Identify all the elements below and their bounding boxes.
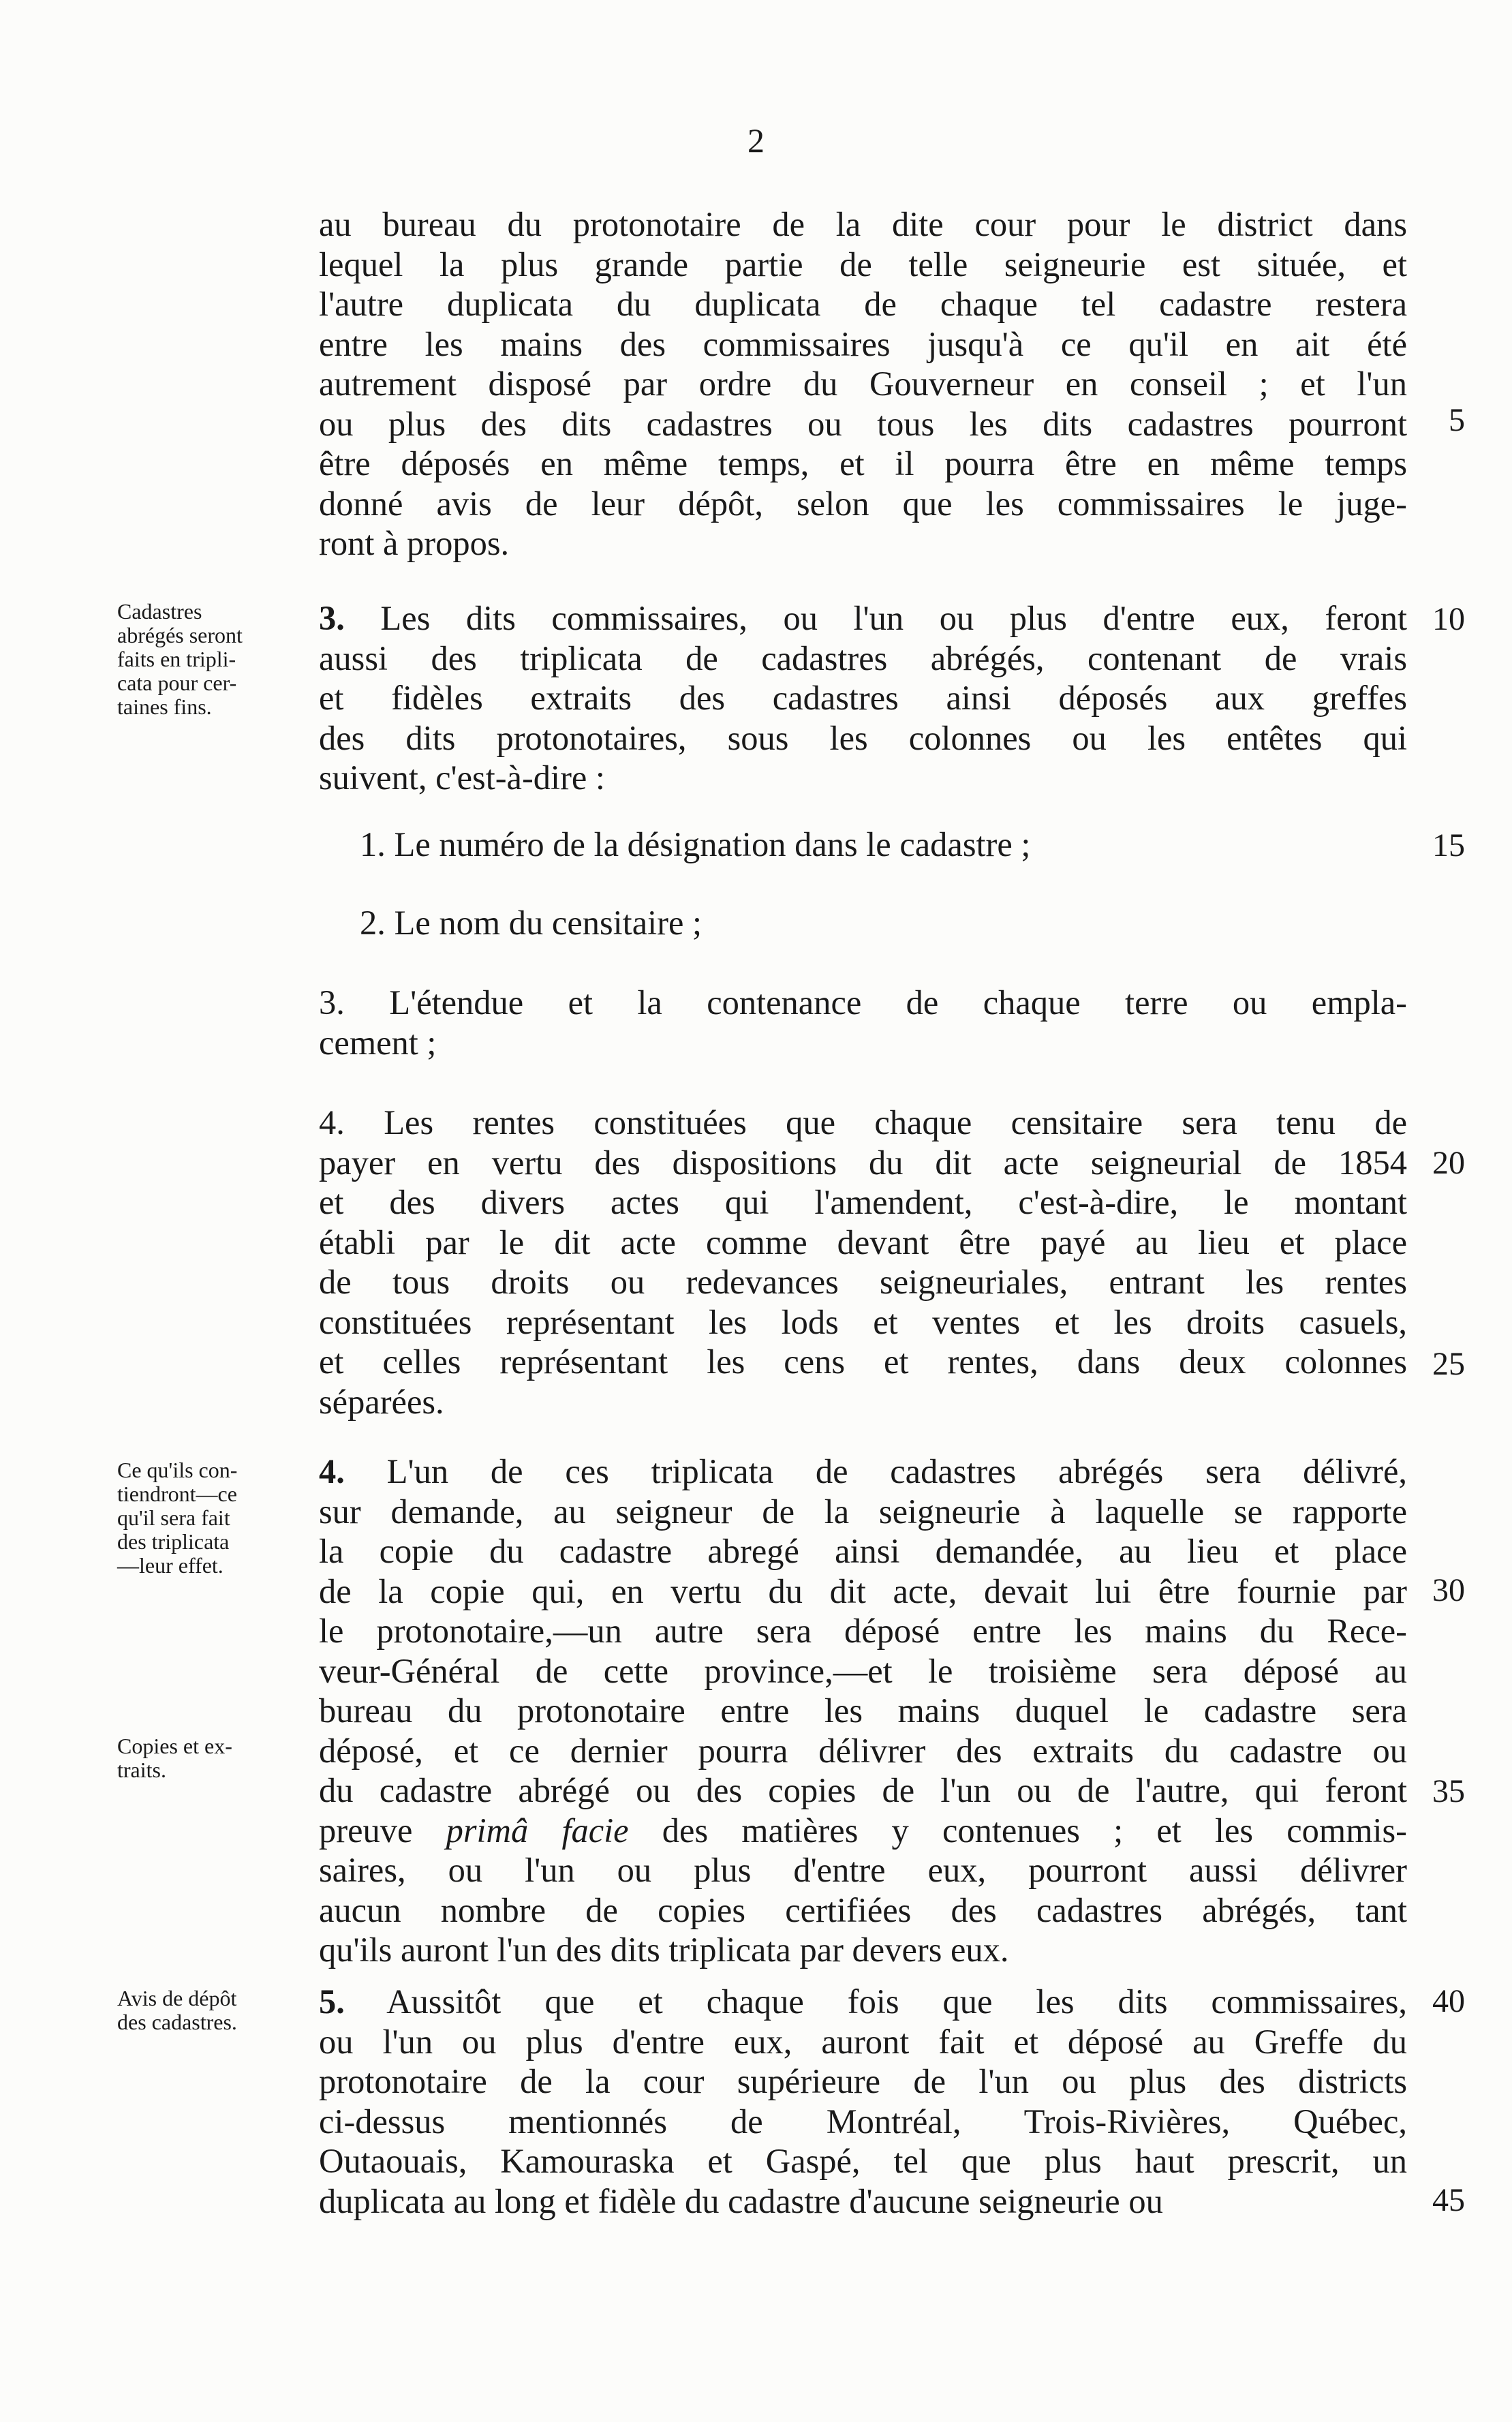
text-line: 3. Les dits commissaires, ou l'un ou plus d'entre eux, feront [319, 599, 1407, 637]
text-line: de tous droits ou redevances seigneuriales, entrant les rentes [319, 1263, 1407, 1301]
text-line: établi par le dit acte comme devant être payé au lieu et place [319, 1223, 1407, 1261]
line-number: 35 [1432, 1773, 1465, 1809]
line-number: 20 [1432, 1145, 1465, 1181]
text-line: 2. Le nom du censitaire ; [360, 904, 703, 942]
paragraph-section-3 [319, 598, 1407, 798]
text-line: suivent, c'est-à-dire : [319, 758, 605, 797]
text-line: la copie du cadastre abregé ainsi demandée, au lieu et place [319, 1532, 1407, 1570]
text-line: protonotaire de la cour supérieure de l'un ou plus des districts [319, 2062, 1407, 2100]
paragraph-continuation [319, 204, 1407, 564]
text-line: ront à propos. [319, 524, 510, 562]
margin-note-cadastres-abreges [117, 600, 315, 719]
line-number: 25 [1432, 1346, 1465, 1382]
text-line: séparées. [319, 1382, 444, 1421]
line-number: 15 [1432, 827, 1465, 863]
text-line: l'autre duplicata du duplicata de chaque tel cadastre restera [319, 285, 1407, 323]
list-item-4 [319, 1103, 1407, 1422]
margin-note-line: des triplicata [117, 1529, 230, 1554]
text-line: cement ; [319, 1023, 437, 1062]
text-line: entre les mains des commissaires jusqu'à ce qu'il en ait été [319, 324, 1407, 363]
text-line: veur-Général de cette province,—et le troisième sera déposé au [319, 1651, 1407, 1690]
text-line: aucun nombre de copies certifiées des cadastres abrégés, tant [319, 1890, 1407, 1929]
text-line: autrement disposé par ordre du Gouverneur en conseil ; et l'un [319, 365, 1407, 403]
text-line: ou plus des dits cadastres ou tous les dits cadastres pourront [319, 404, 1407, 443]
line-number: 45 [1432, 2182, 1465, 2218]
margin-note-line: taines fins. [117, 694, 212, 719]
text-line: saires, ou l'un ou plus d'entre eux, pourront aussi délivrer [319, 1851, 1407, 1889]
section-number: 4. [319, 1452, 345, 1490]
text-line: du cadastre abrégé ou des copies de l'un ou de l'autre, qui feront [319, 1771, 1407, 1809]
margin-note-line: Cadastres [117, 599, 202, 624]
margin-note-line: faits en tripli- [117, 647, 236, 671]
text-line: lequel la plus grande partie de telle seigneurie est située, et [319, 245, 1407, 283]
text-line: déposé, et ce dernier pourra délivrer des extraits du cadastre ou [319, 1731, 1407, 1770]
line-number: 5 [1449, 402, 1465, 438]
margin-note-contenu-triplicata [117, 1458, 315, 1578]
text-line: ci-dessus mentionnés de Montréal, Trois-Rivières, Québec, [319, 2102, 1407, 2141]
text-line: aussi des triplicata de cadastres abrégés, contenant de vrais [319, 639, 1407, 677]
text-line: et fidèles extraits des cadastres ainsi déposés aux greffes [319, 679, 1407, 717]
italic-text: primâ facie [446, 1811, 629, 1850]
margin-note-line: abrégés seront [117, 623, 243, 647]
text-line: qu'ils auront l'un des dits triplicata par devers eux. [319, 1931, 1009, 1969]
text-line: 4. Les rentes constituées que chaque censitaire sera tenu de [319, 1103, 1407, 1141]
line-number: 30 [1432, 1572, 1465, 1608]
margin-note-line: —leur effet. [117, 1553, 223, 1578]
text-line: et celles représentant les cens et rentes, dans deux colonnes [319, 1343, 1407, 1381]
margin-note-line: traits. [117, 1758, 166, 1782]
page-number: 2 [747, 121, 765, 159]
margin-note-line: Copies et ex- [117, 1734, 232, 1758]
text-line: payer en vertu des dispositions du dit acte seigneurial de 1854 [319, 1143, 1407, 1182]
text-line: Outaouais, Kamouraska et Gaspé, tel que plus haut prescrit, un [319, 2142, 1407, 2180]
text-line: des dits protonotaires, sous les colonnes ou les entêtes qui [319, 718, 1407, 757]
text-line: duplicata au long et fidèle du cadastre d'aucune seigneurie ou [319, 2181, 1163, 2220]
margin-note-line: qu'il sera fait [117, 1505, 230, 1530]
text-line: au bureau du protonotaire de la dite cour pour le district dans [319, 205, 1407, 243]
text-line: 5. Aussitôt que et chaque fois que les dits commissaires, [319, 1982, 1407, 2021]
text-line: de la copie qui, en vertu du dit acte, devait lui être fournie par [319, 1572, 1407, 1610]
text-line: bureau du protonotaire entre les mains duquel le cadastre sera [319, 1691, 1407, 1730]
line-number: 10 [1432, 601, 1465, 637]
list-item-2 [360, 903, 1448, 943]
text-line: ou l'un ou plus d'entre eux, auront fait et déposé au Greffe du [319, 2022, 1407, 2061]
margin-note-line: tiendront—ce [117, 1482, 237, 1506]
list-item-1 [360, 825, 1448, 865]
margin-note-line: des cadastres. [117, 2010, 237, 2034]
line-number: 40 [1432, 1983, 1465, 2019]
text-line: 1. Le numéro de la désignation dans le cadastre ; [360, 825, 1031, 863]
section-number: 3. [319, 599, 345, 637]
paragraph-section-5 [319, 1982, 1407, 2221]
text-line: être déposés en même temps, et il pourra être en même temps [319, 444, 1407, 482]
list-item-3 [319, 983, 1407, 1062]
text-line: 4. L'un de ces triplicata de cadastres abrégés sera délivré, [319, 1452, 1407, 1490]
paragraph-section-4 [319, 1452, 1407, 1970]
text-line: 3. L'étendue et la contenance de chaque terre ou empla- [319, 983, 1407, 1022]
margin-note-avis-depot [117, 1987, 315, 2034]
text-line: le protonotaire,—un autre sera déposé entre les mains du Rece- [319, 1612, 1407, 1650]
margin-note-copies-extraits [117, 1734, 315, 1782]
text-line: preuve primâ facie des matières y contenues ; et les commis- [319, 1811, 1407, 1850]
text-line: donné avis de leur dépôt, selon que les commissaires le juge- [319, 484, 1407, 523]
text-line: constituées représentant les lods et ventes et les droits casuels, [319, 1302, 1407, 1341]
section-number: 5. [319, 1982, 345, 2021]
margin-note-line: cata pour cer- [117, 671, 237, 695]
margin-note-line: Ce qu'ils con- [117, 1458, 238, 1482]
margin-note-line: Avis de dépôt [117, 1986, 237, 2010]
text-line: sur demande, au seigneur de la seigneurie à laquelle se rapporte [319, 1492, 1407, 1531]
text-line: et des divers actes qui l'amendent, c'est-à-dire, le montant [319, 1183, 1407, 1221]
